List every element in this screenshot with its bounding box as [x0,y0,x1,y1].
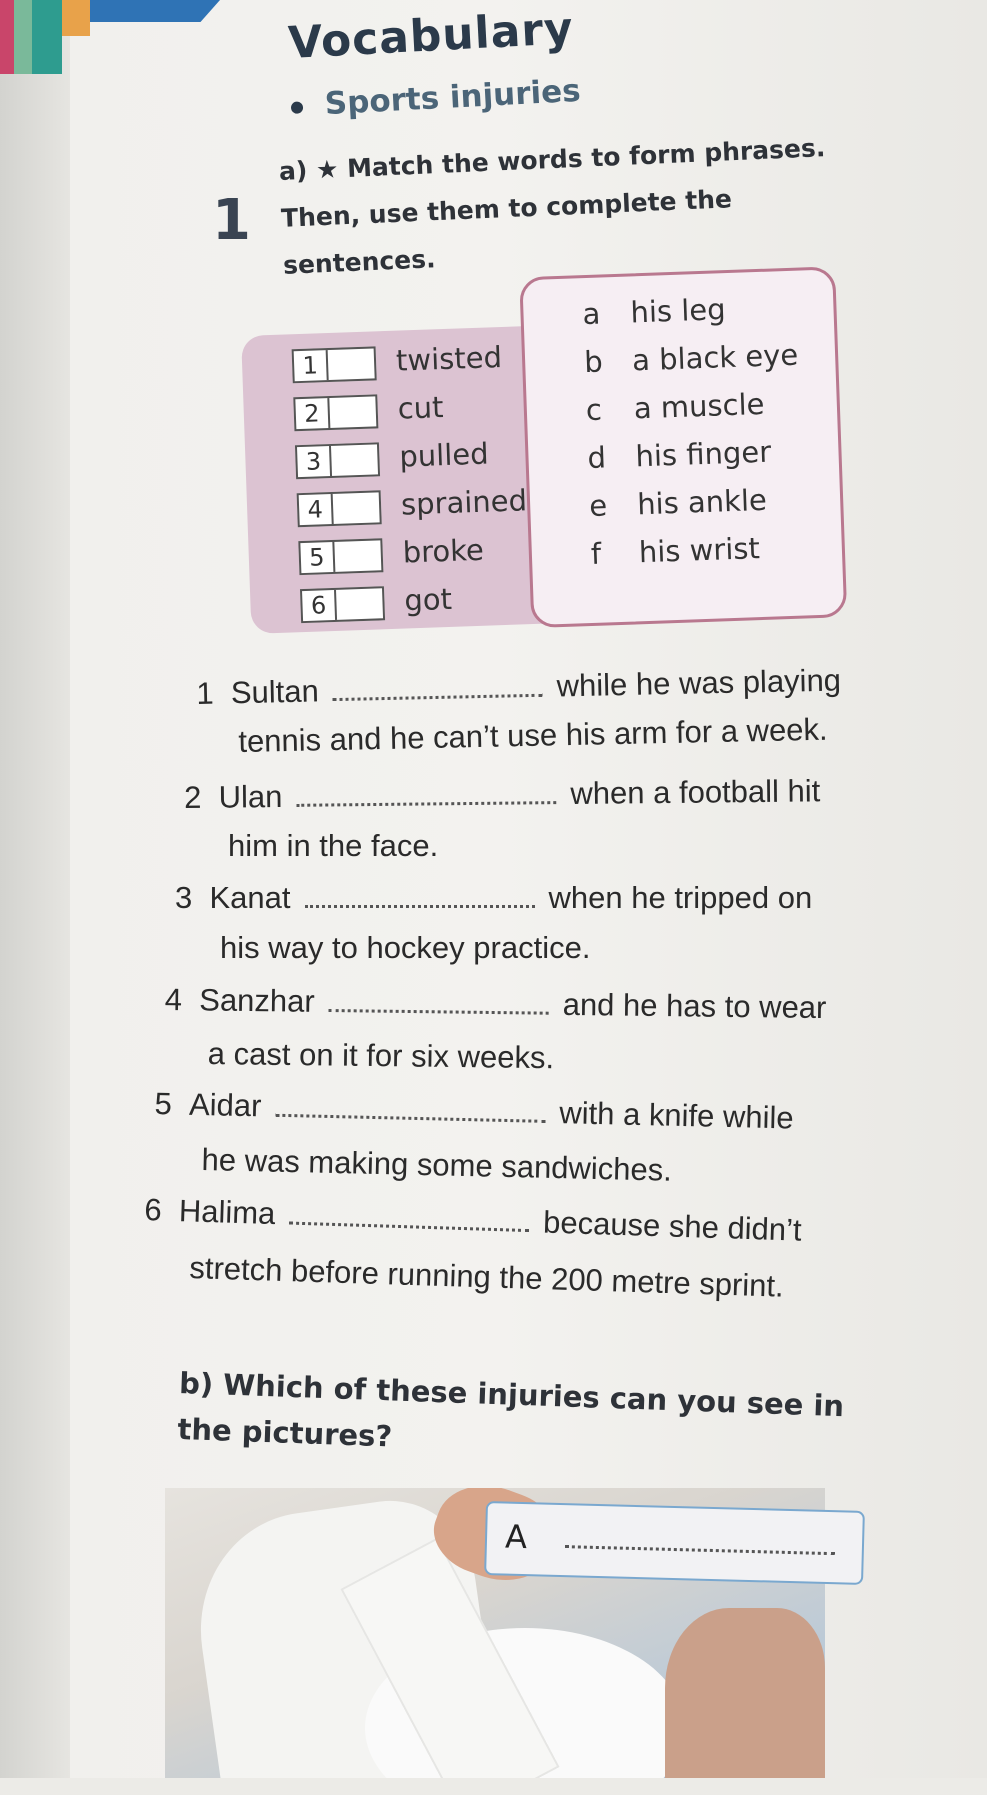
sentence-line-2 [184,773,820,816]
right-item [590,531,760,571]
left-item [300,582,453,623]
answer-blank[interactable] [332,674,542,701]
sentence-text: when he tripped on [548,880,813,915]
right-item [587,435,772,475]
item-number: 5 [300,542,335,573]
exercise-number: 1 [212,188,251,253]
sentence-subject: Sanzhar [199,982,315,1019]
sentence-subject: Aidar [188,1086,262,1124]
item-word: cut [397,390,444,426]
part-b-instructions: b) Which of these injuries can you see in the pictures? [176,1365,845,1454]
sentence-line-3 [175,880,812,916]
picture-answer-blank[interactable] [565,1545,835,1555]
answer-blank[interactable] [289,1202,530,1233]
item-number: 3 [297,446,332,477]
item-phrase: his ankle [636,482,768,522]
sentence-line-6-cont: stretch before running the 200 metre sprint. [188,1250,785,1304]
answer-blank[interactable] [275,1094,545,1123]
item-word: broke [402,532,485,570]
item-letter: a [581,296,601,332]
sentence-line-4-cont: a cast on it for six weeks. [207,1036,555,1076]
photo-hand [665,1608,825,1778]
sentence-text: because she didn’t [542,1204,803,1248]
answer-box[interactable] [292,346,377,383]
item-phrase: a muscle [633,386,765,426]
sentence-subject: Kanat [209,880,291,915]
section-title: Vocabulary [287,3,575,69]
right-item [585,387,765,427]
item-number: 1 [294,350,329,381]
item-word: pulled [398,436,490,474]
sentence-number: 5 [154,1086,173,1122]
item-letter: c [585,392,603,428]
item-letter: f [590,536,602,571]
right-item [582,292,726,331]
sentence-subject: Halima [178,1193,276,1232]
answer-box[interactable] [293,394,378,431]
item-number: 2 [295,398,330,429]
sentence-text: when a football hit [570,773,821,811]
item-letter: b [583,344,604,380]
item-word: got [403,581,453,618]
item-phrase: his wrist [638,531,761,570]
subtitle-text: Sports injuries [323,72,582,123]
item-letter: e [588,488,608,524]
answer-blank[interactable] [329,989,549,1015]
answer-blank[interactable] [296,781,556,807]
answer-box[interactable] [295,442,380,479]
answer-box[interactable] [300,586,385,623]
picture-label-box [484,1501,865,1585]
sentence-number: 6 [143,1192,163,1228]
left-item [295,437,489,480]
sentence-line-2-cont: him in the face. [228,828,439,863]
sentence-number: 2 [184,779,202,815]
item-letter: d [586,440,607,476]
item-word: sprained [400,483,528,522]
item-phrase: his leg [629,292,727,330]
picture-letter: A [504,1517,528,1557]
sentence-subject: Sultan [230,673,320,711]
sentence-number: 1 [196,675,214,711]
answer-box[interactable] [298,538,383,575]
answer-blank[interactable] [305,885,535,908]
right-item [589,483,768,523]
item-phrase: his finger [634,434,772,474]
sentence-number: 4 [164,982,183,1018]
item-number: 4 [299,494,334,525]
left-item [293,390,444,431]
sentence-text: while he was playing [556,662,842,704]
answer-box[interactable] [297,490,382,527]
sentence-line-1-cont: tennis and he can’t use his arm for a week. [238,711,828,759]
sentence-line-3-cont: his way to hockey practice. [220,930,591,965]
sentence-text: and he has to wear [562,986,827,1026]
left-item [292,340,503,383]
sentence-subject: Ulan [218,778,283,815]
sentence-number: 3 [175,880,193,915]
left-item [298,533,484,575]
item-phrase: a black eye [631,337,799,378]
item-word: twisted [395,339,503,378]
part-a-instructions: a) ★ Match the words to form phrases. Then, use them to complete the sentences. [278,133,826,280]
sentence-text: with a knife while [558,1095,795,1136]
item-number: 6 [302,590,337,621]
sentence-line-5-cont: he was making some sandwiches. [201,1142,673,1188]
